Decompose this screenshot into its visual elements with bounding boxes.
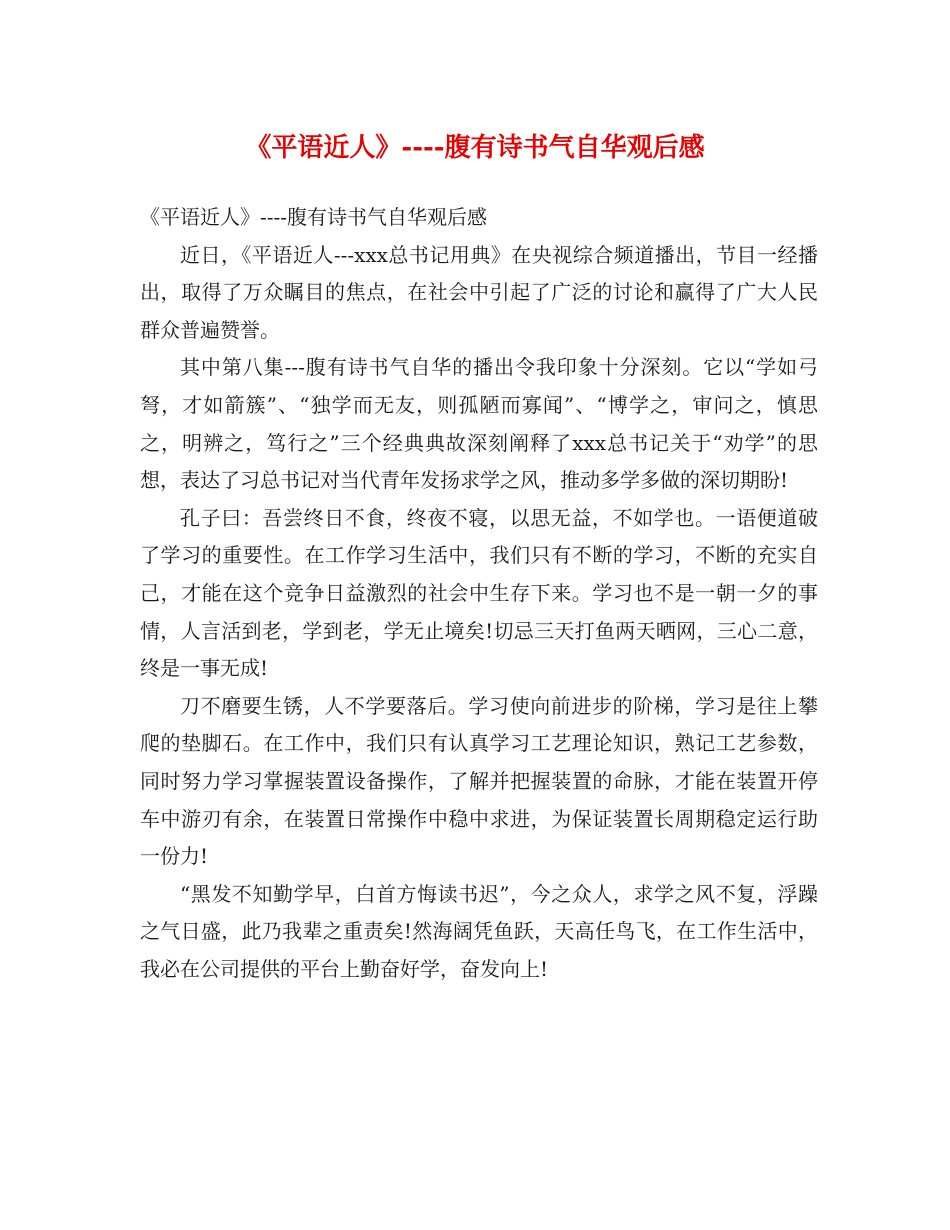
- document-title: 《平语近人》----腹有诗书气自华观后感: [245, 133, 705, 163]
- paragraph-4: 刀不磨要生锈，人不学要落后。学习使向前进步的阶梯，学习是往上攀爬的垫脚石。在工作中，我们只有认真学习工艺理论知识，熟记工艺参数，同时努力学习掌握装置设备操作，了解并把握装置的命脉，才能在装置开停车中游刃有余，在装置日常操作中稳中求进，为保证装置长周期稳定运行助一份力!: [140, 693, 818, 869]
- subtitle-line: 《平语近人》----腹有诗书气自华观后感: [140, 205, 488, 229]
- document-body: [140, 199, 818, 988]
- paragraph-3: 孔子曰：吾尝终日不食，终夜不寝，以思无益，不如学也。一语便道破了学习的重要性。在工作学习生活中，我们只有不断的学习，不断的充实自己，才能在这个竞争日益激烈的社会中生存下来。学习也不是一朝一夕的事情，人言活到老，学到老，学无止境矣!切忌三天打鱼两天晒网，三心二意，终是一事无成!: [140, 505, 818, 681]
- paragraph-5: “黑发不知勤学早，白首方悔读书迟”，今之众人，求学之风不复，浮躁之气日盛，此乃我辈之重责矣!然海阔凭鱼跃，天高任鸟飞，在工作生活中，我必在公司提供的平台上勤奋好学，奋发向上!: [140, 881, 818, 981]
- paragraph-1: 近日，《平语近人---xxx总书记用典》在央视综合频道播出，节目一经播出，取得了万众瞩目的焦点，在社会中引起了广泛的讨论和赢得了广大人民群众普遍赞誉。: [140, 242, 818, 342]
- paragraph-2: 其中第八集---腹有诗书气自华的播出令我印象十分深刻。它以“学如弓弩，才如箭簇”、“独学而无友，则孤陋而寡闻”、“博学之，审问之，慎思之，明辨之，笃行之”三个经典典故深刻阐释了xxx总书记关于“劝学”的思想，表达了习总书记对当代青年发扬求学之风，推动多学多做的深切期盼!: [140, 355, 818, 493]
